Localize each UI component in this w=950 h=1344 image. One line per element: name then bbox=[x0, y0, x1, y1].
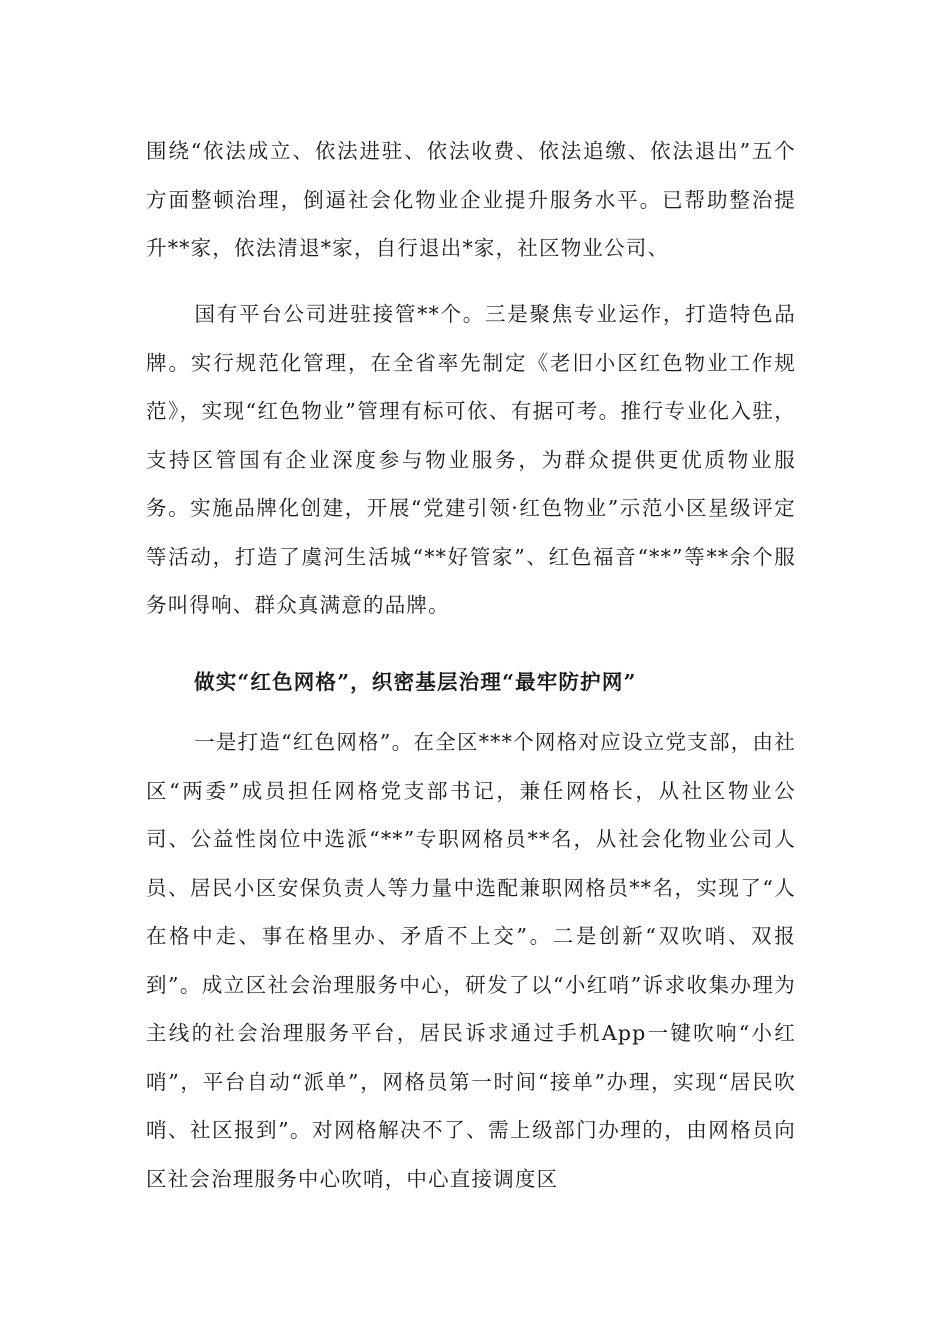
paragraph-continued bbox=[146, 127, 796, 273]
section-heading: 做实“红色网格”，织密基层治理“最牢防护网” bbox=[194, 670, 637, 694]
paragraph-text: 一是打造“红色网格”。在全区***个网格对应设立党支部，由社区“两委”成员担任网格党支部书记，兼任网格长，从社区物业公司、公益性岗位中选派“**”专职网格员**名，从社会化物业公司人员、居民小区安保负责人等力量中选配兼职网格员**名，实现了“人在格中走、事在格里办、矛盾不上交”。二是创新“双吹哨、双报到”。成立区社会治理服务中心，研发了以“小红哨”诉求收集办理为主线的社会治理服务平台，居民诉求通过手机App一键吹响“小红哨”，平台自动“派单”，网格员第一时间“接单”办理，实现“居民吹哨、社区报到”。对网格解决不了、需上级部门办理的，由网格员向区社会治理服务中心吹哨，中心直接调度区 bbox=[146, 730, 796, 1191]
paragraph-brand bbox=[146, 290, 796, 630]
paragraph-red-grid bbox=[146, 718, 796, 1203]
paragraph-text: 围绕“依法成立、依法进驻、依法收费、依法追缴、依法退出”五个方面整顿治理，倒逼社会化物业企业提升服务水平。已帮助整治提升**家，依法清退*家，自行退出*家，社区物业公司、 bbox=[146, 139, 796, 260]
paragraph-text: 国有平台公司进驻接管**个。三是聚焦专业运作，打造特色品牌。实行规范化管理，在全省率先制定《老旧小区红色物业工作规范》，实现“红色物业”管理有标可依、有据可考。推行专业化入驻，支持区管国有企业深度参与物业服务，为群众提供更优质物业服务。实施品牌化创建，开展“党建引领·红色物业”示范小区星级评定等活动，打造了虞河生活城“**好管家”、红色福音“**”等**余个服务叫得响、群众真满意的品牌。 bbox=[146, 302, 796, 617]
